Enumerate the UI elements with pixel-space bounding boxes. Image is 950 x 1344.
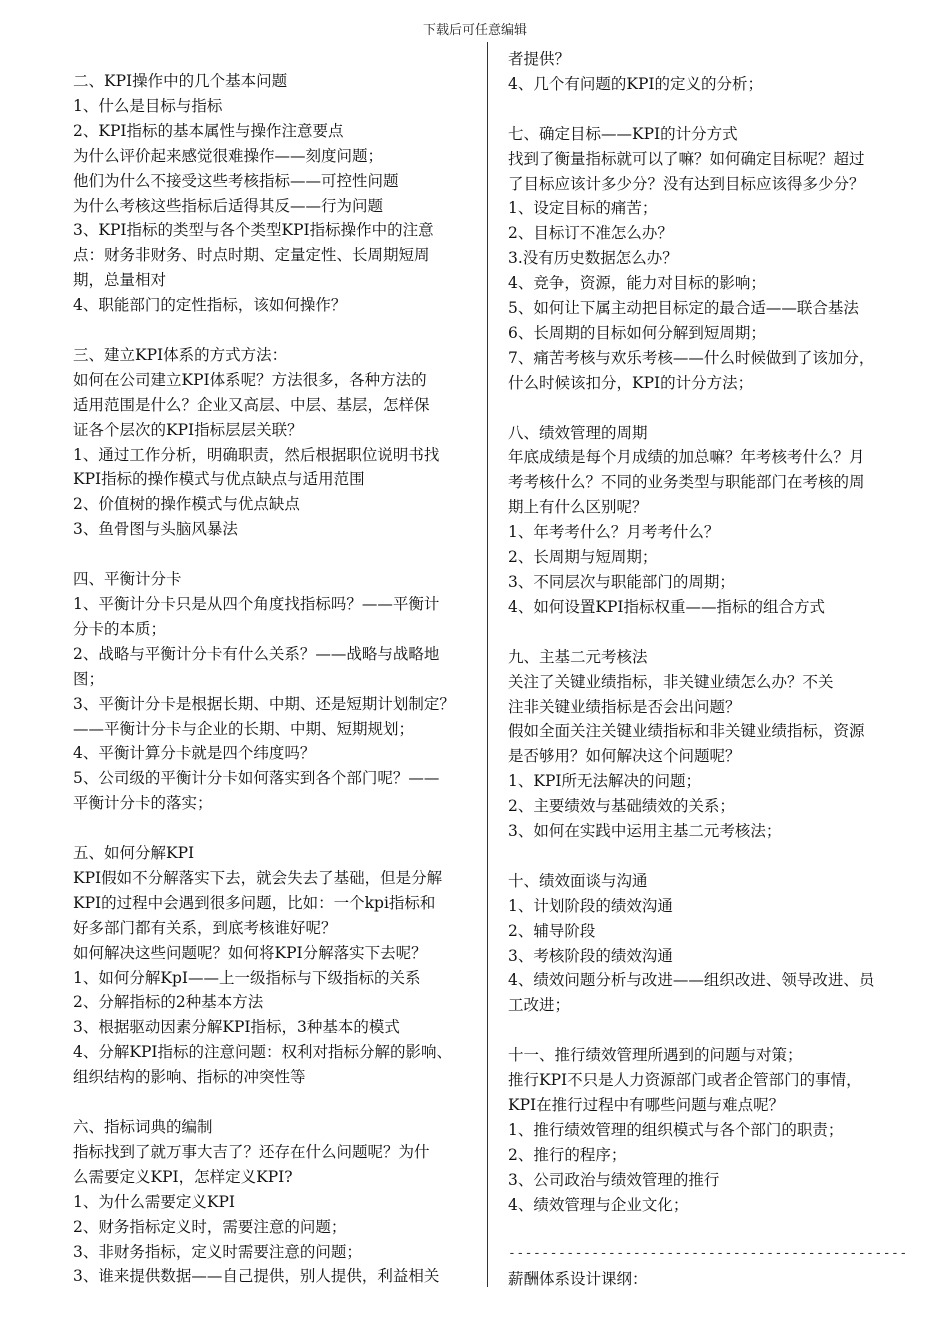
paragraph-line: KPI的过程中会遇到很多问题，比如：一个kpi指标和 (73, 893, 436, 912)
right-column (508, 47, 908, 1292)
list-item: 2、KPI指标的基本属性与操作注意要点 (73, 121, 344, 140)
paragraph-line: 好多部门都有关系，到底考核谁好呢？ (73, 918, 337, 937)
paragraph-line: 推行KPI不只是人力资源部门或者企管部门的事情， (508, 1071, 862, 1090)
section-heading: 八、绩效管理的周期 (508, 423, 648, 442)
list-item: 1、平衡计分卡只是从四个角度找指标吗？——平衡计 (73, 595, 440, 613)
list-item: 4、几个有问题的KPI的定义的分析； (508, 74, 763, 93)
list-item: 3、KPI指标的类型与各个类型KPI指标操作中的注意 (73, 221, 434, 240)
list-item: 2、辅导阶段 (508, 921, 596, 940)
list-item: 3、非财务指标，定义时需要注意的问题； (73, 1242, 362, 1261)
list-item: 1、推行绩效管理的组织模式与各个部门的职责； (508, 1120, 844, 1139)
list-item: 2、目标订不准怎么办？ (508, 224, 673, 243)
paragraph-line: 平衡计分卡的落实； (73, 794, 213, 813)
list-item: 3.没有历史数据怎么办？ (508, 249, 678, 268)
blank-line (508, 1018, 908, 1043)
paragraph-line: 假如全面关注关键业绩指标和非关键业绩指标，资源 (508, 722, 865, 741)
paragraph-line: 指标找到了就万事大吉了？还存在什么问题呢？为什 (73, 1142, 430, 1161)
paragraph-line: 图； (73, 669, 105, 688)
list-item: 3、如何在实践中运用主基二元考核法； (508, 822, 782, 841)
list-item: 4、如何设置KPI指标权重——指标的组合方式 (508, 597, 825, 616)
section-heading: 七、确定目标——KPI的计分方式 (508, 124, 738, 143)
paragraph-line: 如何解决这些问题呢？如何将KPI分解落实下去呢？ (73, 943, 427, 962)
list-item: 2、财务指标定义时，需要注意的问题； (73, 1217, 347, 1236)
list-item: 7、痛苦考核与欢乐考核——什么时候做到了该加分， (508, 348, 875, 367)
paragraph-line: 什么时候该扣分，KPI的计分方法； (508, 373, 754, 392)
left-column (73, 69, 473, 1289)
section-heading: 三、建立KPI体系的方式方法： (73, 345, 288, 364)
blank-line (73, 816, 473, 841)
list-item: 4、绩效问题分析与改进——组织改进、领导改进、员 (508, 971, 875, 990)
paragraph-line: 证各个层次的KPI指标层层关联？ (73, 420, 303, 439)
list-item: 6、长周期的目标如何分解到短周期； (508, 323, 766, 342)
column-divider (487, 42, 488, 1287)
paragraph-line: 是否够用？如何解决这个问题呢？ (508, 747, 741, 766)
blank-line (508, 97, 908, 122)
list-item: 2、长周期与短周期； (508, 548, 658, 567)
paragraph-line: 如何在公司建立KPI体系呢？方法很多，各种方法的 (73, 370, 427, 389)
list-item: 3、根据驱动因素分解KPI指标，3种基本的模式 (73, 1018, 400, 1037)
blank-line (508, 396, 908, 421)
paragraph-line: 工改进； (508, 996, 571, 1015)
paragraph-line: 了目标应该计多少分？没有达到目标应该得多少分？ (508, 174, 865, 193)
section-heading: 十一、推行绩效管理所遇到的问题与对策； (508, 1046, 803, 1065)
list-item: 4、职能部门的定性指标，该如何操作？ (73, 296, 347, 315)
paragraph-line: 组织结构的影响、指标的冲突性等 (73, 1068, 306, 1087)
paragraph-line: 点：财务非财务、时点时期、定量定性、长周期短周 (73, 246, 430, 265)
section-heading: 六、指标词典的编制 (73, 1118, 213, 1136)
list-item: 1、什么是目标与指标 (73, 96, 223, 115)
list-item: 1、年考考什么？月考考什么？ (508, 523, 720, 542)
paragraph-line: 关注了关键业绩指标，非关键业绩怎么办？不关 (508, 672, 834, 691)
blank-line (73, 1090, 473, 1115)
paragraph-line: 为什么考核这些指标后适得其反——行为问题 (73, 196, 384, 215)
list-item: 1、为什么需要定义KPI (73, 1192, 235, 1211)
list-item: 2、主要绩效与基础绩效的关系； (508, 797, 735, 816)
paragraph-line: 者提供？ (508, 50, 571, 68)
list-item: 2、价值树的操作模式与优点缺点 (73, 495, 300, 514)
list-item: 2、推行的程序； (508, 1145, 627, 1164)
paragraph-line: 么需要定义KPI，怎样定义KPI? (73, 1167, 293, 1186)
list-item: 4、竞争，资源，能力对目标的影响； (508, 274, 766, 293)
section-heading: 十、绩效面谈与沟通 (508, 871, 648, 890)
list-item: 5、如何让下属主动把目标定的最合适——联合基法 (508, 299, 859, 318)
paragraph-line: 适用范围是什么？企业又高层、中层、基层，怎样保 (73, 395, 430, 414)
blank-line (508, 844, 908, 869)
list-item: 3、不同层次与职能部门的周期； (508, 573, 735, 591)
separator-line: ------------------------------------------------ (508, 1246, 908, 1262)
paragraph-line: 期，总量相对 (73, 271, 167, 290)
list-item: 3、考核阶段的绩效沟通 (508, 946, 673, 965)
paragraph-line: 年底成绩是每个月成绩的加总嘛？年考核考什么？月 (508, 448, 865, 467)
section-heading: 四、平衡计分卡 (73, 570, 182, 589)
paragraph-line: 分卡的本质； (73, 619, 167, 638)
list-item: 2、分解指标的2种基本方法 (73, 993, 264, 1012)
list-item: 1、通过工作分析，明确职责，然后根据职位说明书找 (73, 445, 440, 464)
list-item: 4、绩效管理与企业文化； (508, 1195, 689, 1214)
section-heading: 九、主基二元考核法 (508, 647, 648, 666)
list-item: 1、设定目标的痛苦； (508, 199, 658, 218)
paragraph-line: KPI在推行过程中有哪些问题与难点呢？ (508, 1095, 785, 1114)
list-item: 1、如何分解KpI——上一级指标与下级指标的关系 (73, 968, 421, 987)
blank-line (73, 542, 473, 567)
list-item: 3、公司政治与绩效管理的推行 (508, 1170, 720, 1189)
list-item: 4、平衡计算分卡就是四个纬度吗？ (73, 744, 316, 763)
paragraph-line: 期上有什么区别呢？ (508, 498, 648, 517)
section-heading: 五、如何分解KPI (73, 844, 195, 863)
list-item: 3、平衡计分卡是根据长期、中期、还是短期计划制定？ (73, 694, 455, 713)
list-item: 1、KPI所无法解决的问题； (508, 772, 701, 791)
list-item: 1、计划阶段的绩效沟通 (508, 896, 673, 915)
paragraph-line: KPI假如不分解落实下去，就会失去了基础，但是分解 (73, 868, 443, 887)
paragraph-line: 为什么评价起来感觉很难操作——刻度问题； (73, 146, 384, 165)
paragraph-line: ——平衡计分卡与企业的长期、中期、短期规划； (73, 719, 415, 738)
blank-line (508, 620, 908, 645)
list-item: 5、公司级的平衡计分卡如何落实到各个部门呢？—— (73, 769, 440, 788)
paragraph-line: 注非关键业绩指标是否会出问题？ (508, 697, 741, 716)
list-item: 3、鱼骨图与头脑风暴法 (73, 520, 238, 539)
blank-line (508, 1218, 908, 1243)
blank-line (73, 318, 473, 343)
paragraph-line: KPI指标的操作模式与优点缺点与适用范围 (73, 470, 365, 489)
list-item: 2、战略与平衡计分卡有什么关系？——战略与战略地 (73, 644, 440, 663)
list-item: 4、分解KPI指标的注意问题：权利对指标分解的影响、 (73, 1043, 452, 1062)
paragraph-line: 考考核什么？不同的业务类型与职能部门在考核的周 (508, 473, 865, 492)
paragraph-line: 他们为什么不接受这些考核指标——可控性问题 (73, 171, 399, 190)
section-heading: 二、KPI操作中的几个基本问题 (73, 72, 288, 90)
paragraph-line: 薪酬体系设计课纲： (508, 1270, 648, 1289)
page-header: 下载后可任意编辑 (422, 23, 527, 38)
list-item: 3、谁来提供数据——自己提供，别人提供，利益相关 (73, 1267, 440, 1286)
paragraph-line: 找到了衡量指标就可以了嘛？如何确定目标呢？超过 (508, 149, 865, 168)
